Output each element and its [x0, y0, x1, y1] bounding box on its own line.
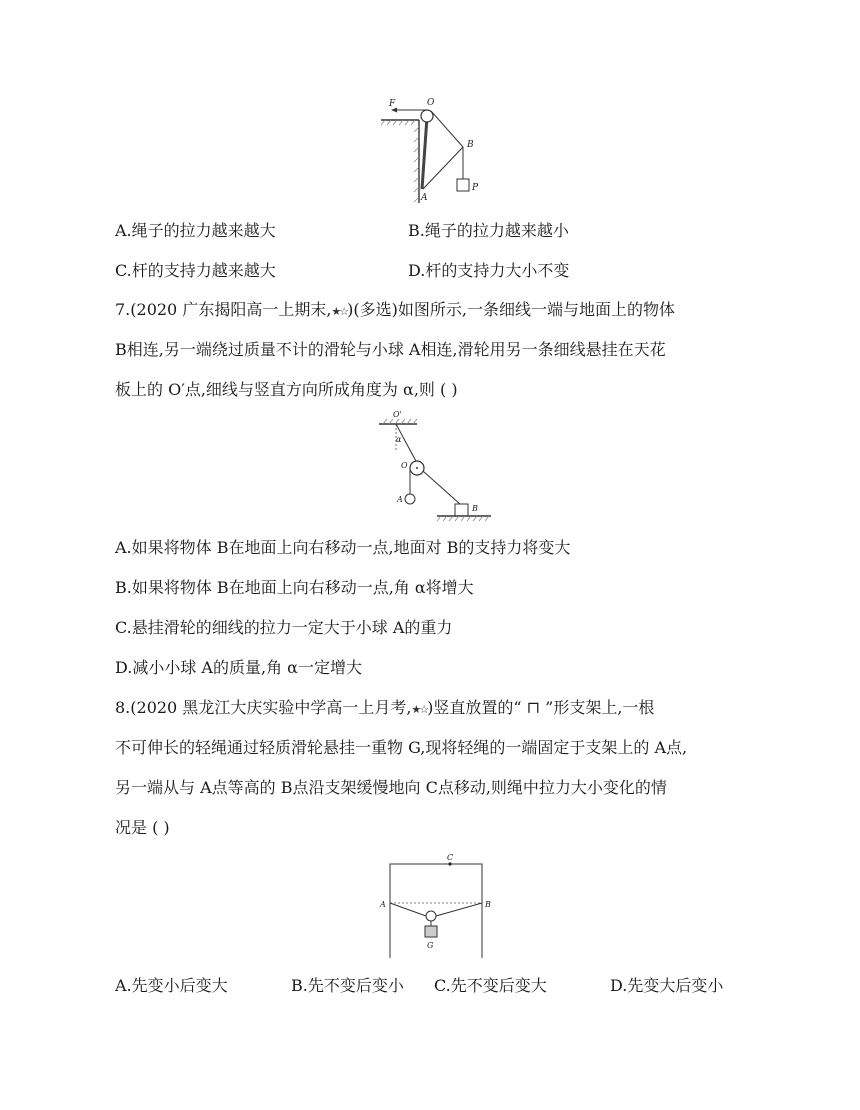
q8-stem-line-3: 另一端从与 A点等高的 B点沿支架缓慢地向 C点移动,则绳中拉力大小变化的情 — [115, 778, 667, 797]
q8-option-b: B.先不变后变小 — [291, 976, 404, 995]
figure-label-alpha: α — [396, 435, 402, 444]
q6-option-a: A.绳子的拉力越来越大 — [115, 221, 276, 240]
q7-stem-line-3: 板上的 O′点,细线与竖直方向所成角度为 α,则 ( ) — [115, 380, 458, 399]
difficulty-stars-icon: ★☆ — [331, 305, 348, 318]
q8-option-d: D.先变大后变小 — [610, 976, 724, 995]
figure-label-c: C — [447, 853, 454, 862]
figure-frame-pulley — [370, 850, 500, 960]
q8-stem-line-2: 不可伸长的轻绳通过轻质滑轮悬挂一重物 G,现将轻绳的一端固定于支架上的 A点, — [115, 738, 688, 757]
figure-label-g: G — [427, 941, 434, 950]
figure-label-a: A — [397, 495, 403, 504]
q7-option-d: D.减小小球 A的质量,角 α一定增大 — [115, 658, 362, 677]
q7-stem-text: )(多选)如图所示,一条细线一端与地面上的物体 — [347, 300, 675, 319]
q7-option-c: C.悬挂滑轮的细线的拉力一定大于小球 A的重力 — [115, 618, 453, 637]
q8-stem-source: 8.(2020 黑龙江大庆实验中学高一上月考, — [115, 698, 412, 717]
figure-label-b: B — [467, 140, 474, 150]
figure-label-a: A — [421, 193, 428, 203]
figure-label-o-prime: O' — [393, 410, 402, 419]
difficulty-stars-icon: ★☆ — [411, 703, 428, 716]
figure-label-p: P — [472, 183, 479, 193]
figure-label-o: O — [401, 461, 408, 470]
figure-pulley-rod — [375, 95, 485, 205]
q8-stem-text: )竖直放置的“ ⊓ ”形支架上,一根 — [427, 698, 655, 717]
q8-option-c: C.先不变后变大 — [434, 976, 547, 995]
q7-stem-source: 7.(2020 广东揭阳高一上期末, — [115, 300, 332, 319]
figure-label-o: O — [427, 98, 435, 108]
figure-label-a: A — [380, 900, 386, 909]
q8-stem-line-1 — [115, 698, 654, 720]
figure-label-b: B — [472, 504, 478, 513]
q6-option-b: B.绳子的拉力越来越小 — [408, 221, 569, 240]
q8-option-a: A.先变小后变大 — [115, 976, 228, 995]
q7-option-b: B.如果将物体 B在地面上向右移动一点,角 α将增大 — [115, 578, 474, 597]
figure-label-f: F — [389, 99, 396, 109]
q6-option-c: C.杆的支持力越来越大 — [115, 261, 276, 280]
q7-stem-line-2: B相连,另一端绕过质量不计的滑轮与小球 A相连,滑轮用另一条细线悬挂在天花 — [115, 340, 666, 359]
q7-stem-line-1 — [115, 300, 675, 322]
q7-option-a: A.如果将物体 B在地面上向右移动一点,地面对 B的支持力将变大 — [115, 538, 571, 557]
q8-stem-line-4: 况是 ( ) — [115, 818, 170, 837]
figure-hanging-pulley — [375, 408, 495, 526]
q6-option-d: D.杆的支持力大小不变 — [408, 261, 570, 280]
figure-label-b: B — [485, 900, 491, 909]
